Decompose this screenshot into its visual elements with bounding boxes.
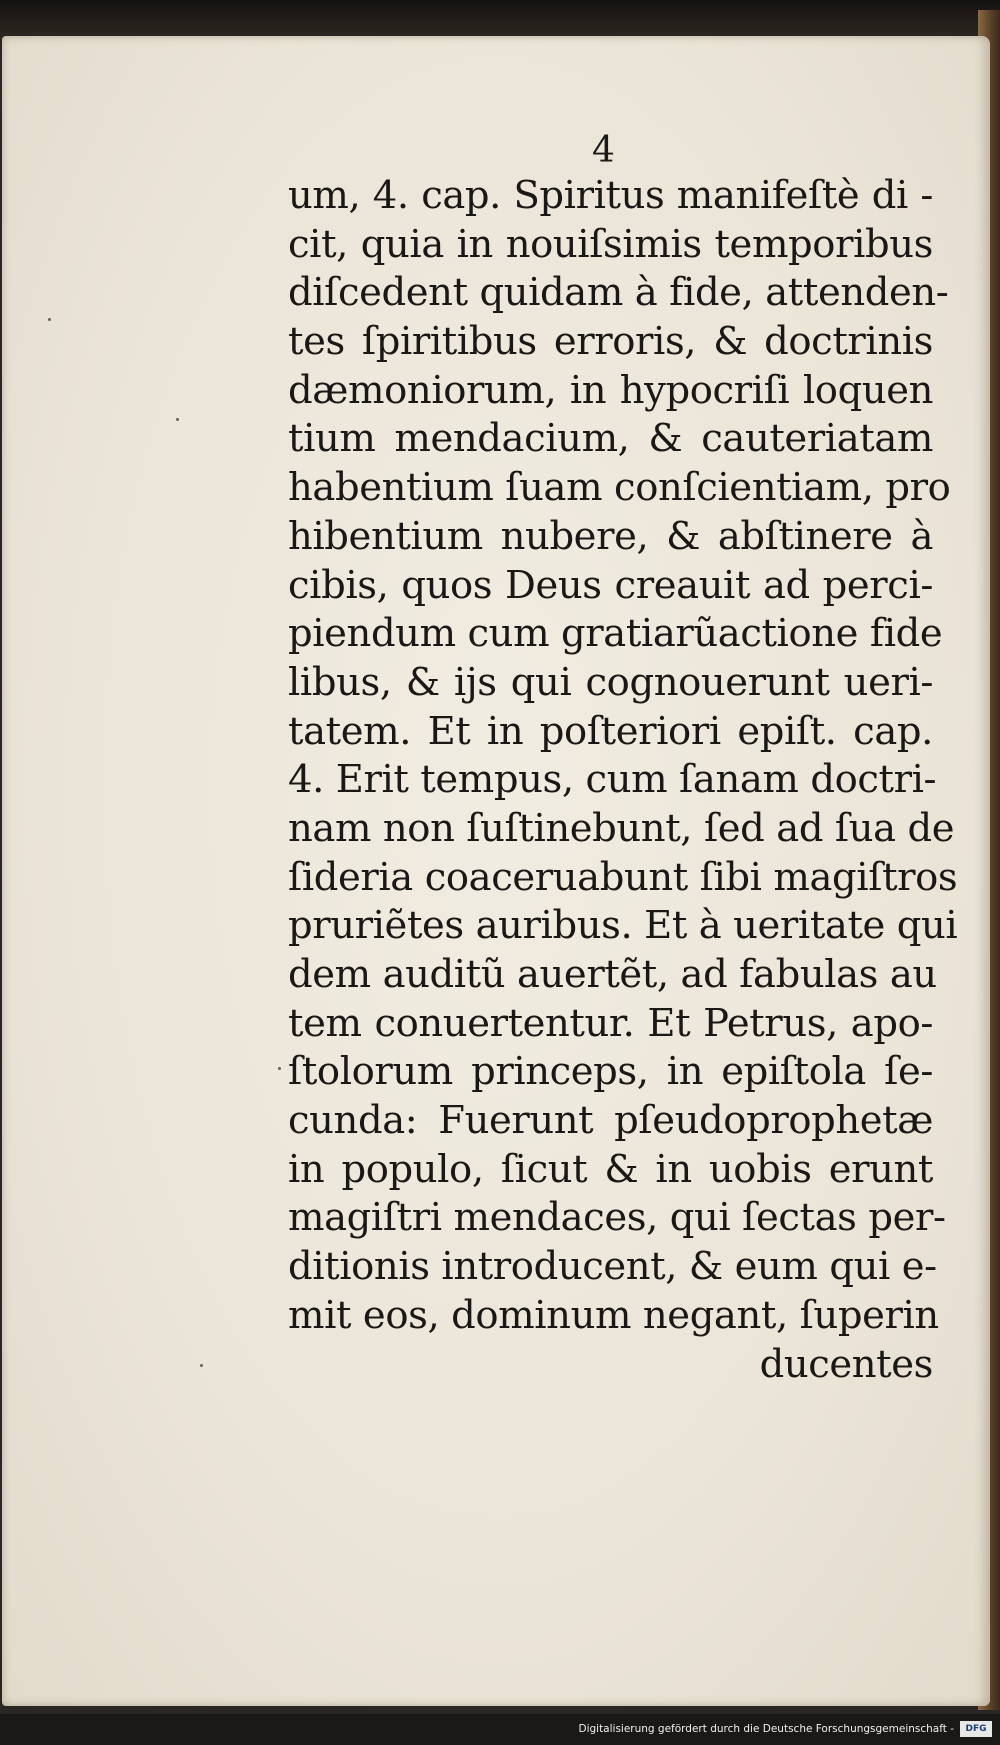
text-line: tium mendacium, & cauteriatam <box>288 416 933 462</box>
text-line: libus, & ijs qui cognouerunt ueri- <box>288 659 933 705</box>
text-line: magiſtri mendaces, qui ſectas per- <box>288 1195 946 1241</box>
page-number: 4 <box>592 130 615 171</box>
paper-speck <box>200 1364 203 1367</box>
text-line: dæmoniorum, in hypocriſi loquen <box>288 367 933 413</box>
text-line: hibentium nubere, & abſtinere à <box>288 513 933 559</box>
text-line: tem conuertentur. Et Petrus, apo- <box>288 1000 933 1046</box>
text-line: ditionis introducent, & eum qui e- <box>288 1244 937 1290</box>
dfg-logo: DFG <box>960 1721 992 1737</box>
text-line: dem auditũ auertẽt, ad fabulas au <box>288 952 937 997</box>
text-line: piendum cum gratiarũactione fide <box>288 611 943 657</box>
text-line: diſcedent quidam à fide, attenden- <box>288 270 949 316</box>
text-line: ſtolorum princeps, in epiſtola ſe- <box>288 1049 933 1095</box>
paper-speck <box>278 1067 281 1070</box>
text-line: in populo, ſicut & in uobis erunt <box>288 1146 933 1192</box>
text-line: ſideria coaceruabunt ſibi magiſtros <box>288 854 958 900</box>
paper-speck <box>176 418 179 421</box>
text-line: habentium ſuam conſcientiam, pro <box>288 465 951 511</box>
text-line: um, 4. cap. Spiritus manifeſtè di - <box>288 173 933 218</box>
text-line: tatem. Et in poſteriori epiſt. cap. <box>288 708 933 754</box>
paper-speck <box>48 318 51 321</box>
text-line: cit, quia in nouiſsimis temporibus <box>288 221 933 267</box>
text-line: mit eos, dominum negant, ſuperin <box>288 1292 939 1338</box>
text-line: pruriẽtes auribus. Et à ueritate qui <box>288 903 958 949</box>
catchword: ducentes <box>759 1341 933 1387</box>
funding-notice: Digitalisierung gefördert durch die Deutsche Forschungsgemeinschaft - <box>578 1723 954 1735</box>
book-edge-top <box>0 0 1000 34</box>
text-line: 4. Erit tempus, cum ſanam doctri- <box>288 757 937 803</box>
body-text <box>288 172 958 1389</box>
text-line: nam non ſuſtinebunt, ſed ad ſua de <box>288 805 955 851</box>
text-line: tes ſpiritibus erroris, & doctrinis <box>288 319 933 365</box>
footer-bar <box>0 1714 1000 1745</box>
text-line: cunda: Fuerunt pſeudoprophetæ <box>288 1098 933 1144</box>
text-line: cibis, quos Deus creauit ad perci- <box>288 562 933 608</box>
